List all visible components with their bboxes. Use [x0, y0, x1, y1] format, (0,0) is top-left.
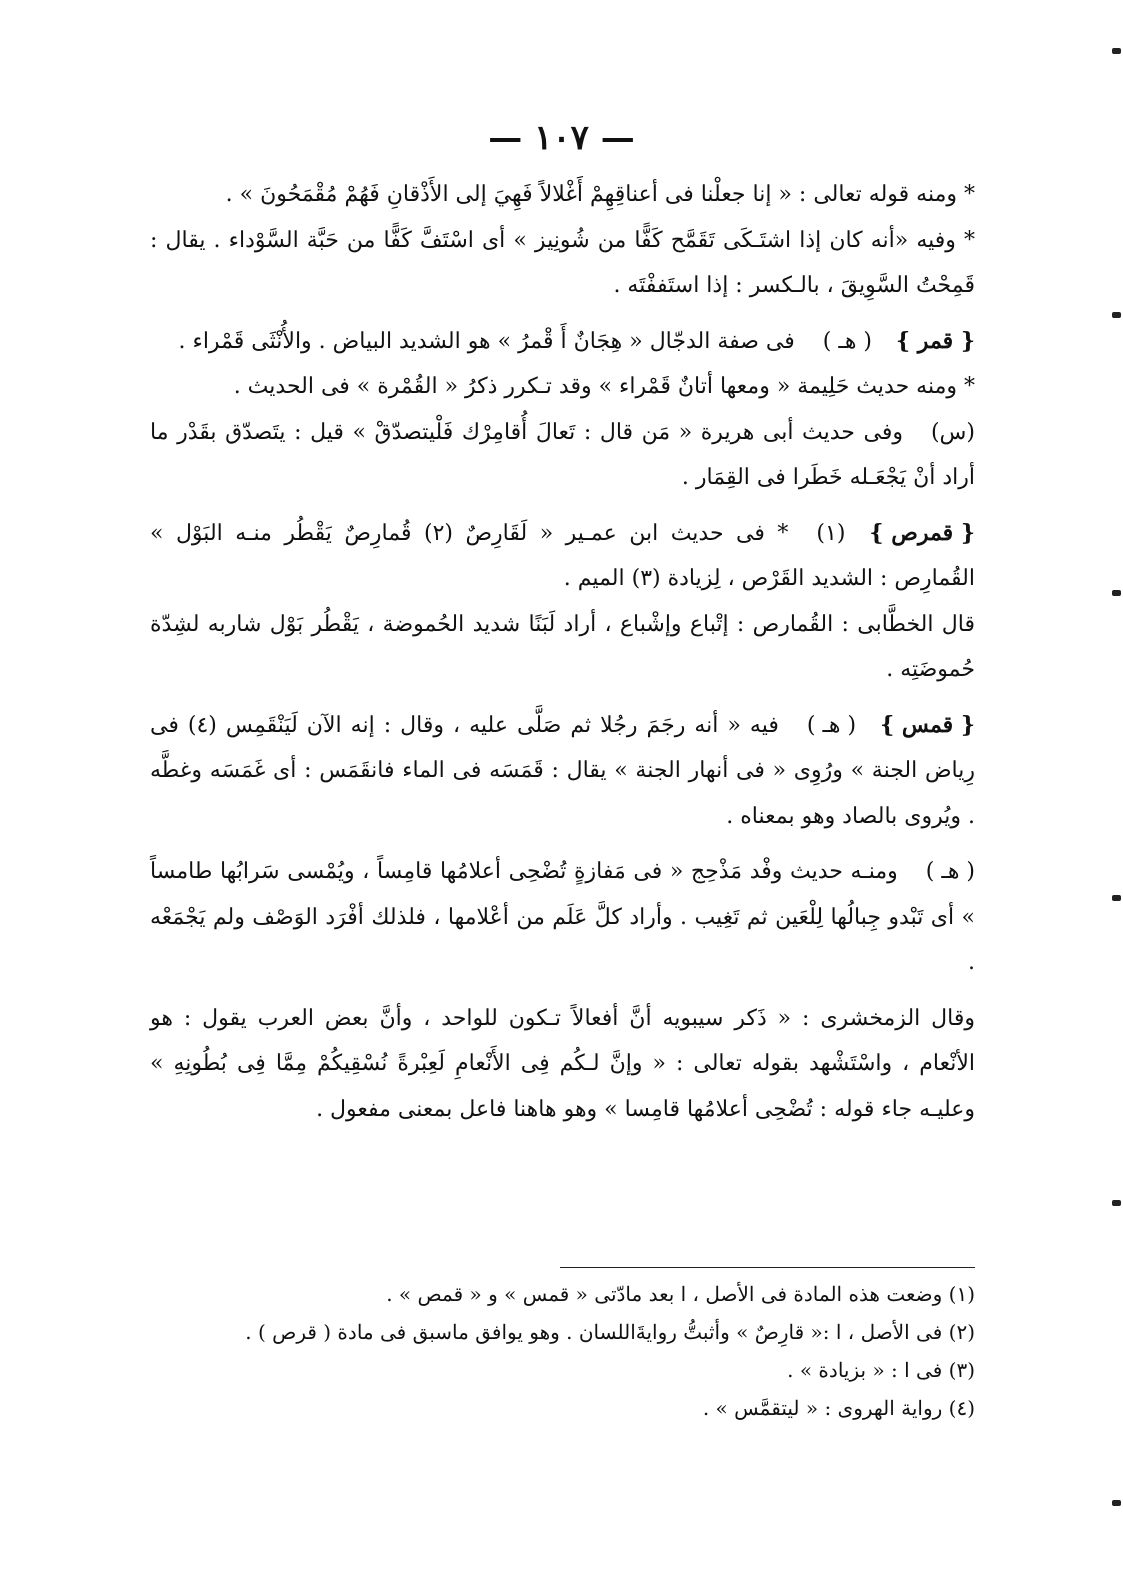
paragraph-text: * ومنه قوله تعالى : « إنا جعلْنا فى أعناقِهِمْ أَغْلالاً فَهِيَ إلى الأَذْقانِ فَهُمْ مُقْمَحُونَ » . — [225, 182, 975, 207]
footnote: (٤) رواية الهروى : « ليتقمَّس » . — [702, 1396, 975, 1420]
paragraph — [150, 364, 975, 410]
paragraph-text: فى صفة الدجّال « هِجَانٌ أَ قْمرُ » هو الشديد البياض . والأُنْثَى قَمْراء . — [178, 328, 795, 354]
source-marker: ( هـ ) — [822, 328, 872, 354]
scan-edge-mark — [1112, 1200, 1121, 1206]
paragraph — [150, 996, 975, 1133]
footnotes — [150, 1275, 975, 1427]
scan-edge-mark — [1112, 48, 1121, 54]
entry-head: { قمر } — [896, 327, 975, 354]
paragraph-text: قال الخطَّابى : القُمارص : إتْباع وإشْباع ، أراد لَبَنًا شديد الحُموضة ، يَقْطُر بَوْل شاربه لشِدّة حُموضَتِه . — [150, 611, 975, 682]
paragraph — [150, 410, 975, 501]
source-marker: ( هـ ) — [925, 859, 975, 884]
entry-qamar — [150, 319, 975, 365]
source-marker: (س) — [930, 419, 975, 445]
source-marker: ( هـ ) — [806, 712, 857, 738]
main-text — [150, 172, 975, 1132]
scan-edge-mark — [1112, 312, 1121, 318]
entry-head: { قمس } — [880, 711, 975, 738]
footnote: (٢) فى الأصل ، ا :« قارِصٌ » وأثبتُّ روايةَاللسان . وهو يوافق ماسبق فى مادة ( قرص ) . — [245, 1320, 975, 1344]
footnote-divider — [560, 1267, 975, 1268]
entry-qams — [150, 703, 975, 840]
paragraph — [150, 849, 975, 986]
paragraph-text: وفى حديث أبى هريرة « مَن قال : تَعالَ أُقامِرْك فَلْيتصدّقْ » قيل : يتَصدّق بقَدْر ما أراد أنْ يَجْعَـله خَطَرا فى القِمَار . — [150, 419, 975, 490]
scan-edge-mark — [1112, 895, 1121, 901]
scan-edge-mark — [1112, 1500, 1121, 1506]
paragraph-text: * ومنه حديث حَلِيمة « ومعها أتانٌ قَمْراء » وقد تـكرر ذكرُ « القُمْرة » فى الحديث . — [233, 374, 975, 399]
paragraph — [150, 172, 975, 218]
entry-qamras — [150, 511, 975, 602]
scan-edge-mark — [1112, 590, 1121, 596]
paragraph-text: * وفيه «أنه كان إذا اشتَـكَى تَقَمَّح كَفًّا من شُونِيز » أى اسْتَفَّ كَفًّا من حَبَّة السَّوْداء . يقال : قَمِحْتُ السَّوِيقَ ، بالـكسر : إذا استَففْتَه . — [150, 227, 975, 298]
paragraph-text: فيه « أنه رجَمَ رجُلا ثم صَلَّى عليه ، وقال : إنه الآن لَيَنْقَمِس (٤) فى رِياض الجنة » ورُوِى « فى أنهار الجنة » يقال : قَمَسَه فى الماء فانقَمَس : أى غَمَسَه وغطَّه . ويُروى بالصاد وهو بمعناه . — [150, 712, 975, 829]
paragraph-text: وقال الزمخشرى : « ذَكر سيبويه أنَّ أفعالاً تـكون للواحد ، وأنَّ بعض العرب يقول : هو الأنْعام ، واسْتَشْهد بقوله تعالى : « وإنَّ لـكُم فِى الأَنْعامِ لَعِبْرةً نُسْقِيكُمْ مِمَّا فِى بُطُونِهِ » وعليـه جاء قوله : تُضْحِى أعلامُها قامِسا » وهو هاهنا فاعل بمعنى مفعول . — [150, 1005, 975, 1122]
paragraph-text: ومنـه حديث وفْد مَذْحِج « فى مَفازةٍ تُضْحِى أعلامُها قامِساً ، ويُمْسى سَرابُها طامساً » أى تَبْدو جِبالُها لِلْعَين ثم تَغِيب . وأراد كلَّ عَلَم من أعْلامها ، فلذلك أفْرَد الوَصْف ولم يَجْمَعْه . — [150, 859, 975, 975]
footnote-ref: (١) — [816, 520, 846, 546]
paragraph — [150, 602, 975, 693]
paragraph-text: * فى حديث ابن عمـير « لَقَارِصٌ (٢) قُمارِصٌ يَقْطُر منـه البَوْل » القُمارِص : الشديد القَرْص ، لِزيادة (٣) الميم . — [150, 520, 975, 591]
footnote: (٣) فى ا : « بزيادة » . — [787, 1358, 975, 1382]
entry-head: { قمرص } — [869, 519, 976, 546]
paragraph — [150, 218, 975, 309]
page-number: — ١٠٧ — — [488, 118, 635, 158]
footnote: (١) وضعت هذه المادة فى الأصل ، ا بعد مادّتى « قمس » و « قمص » . — [386, 1282, 975, 1306]
